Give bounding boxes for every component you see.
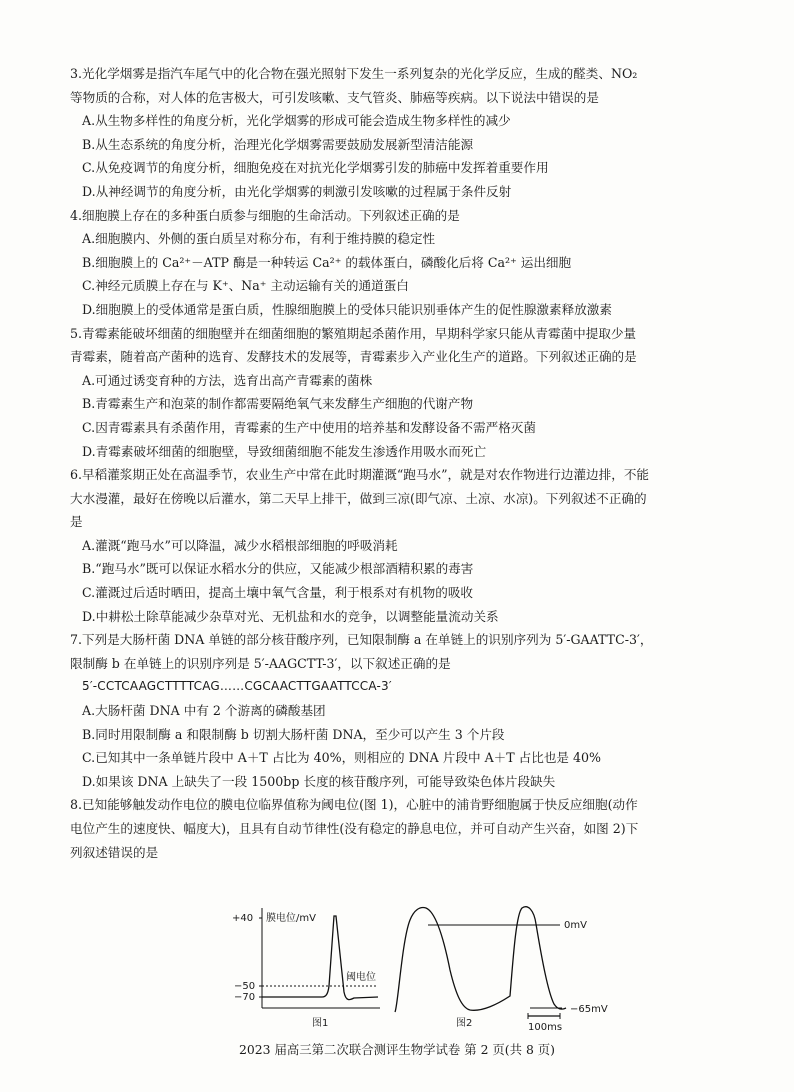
figure-2 bbox=[395, 907, 608, 1033]
question-stem-line: 等物质的合称，对人体的危害极大，可引发咳嗽、支气管炎、肺癌等疾病。以下说法中错误的是 bbox=[70, 89, 599, 105]
option-b: B.细胞膜上的 Ca²⁺－ATP 酶是一种转运 Ca²⁺ 的载体蛋白，磷酸化后将 Ca²⁺ 运出细胞 bbox=[82, 254, 572, 270]
figure-1 bbox=[232, 908, 380, 1029]
option-c: C.灌溉过后适时晒田，提高土壤中氧气含量，利于根系对有机物的吸收 bbox=[82, 585, 474, 601]
question-4 bbox=[70, 204, 735, 322]
question-stem-line: 3.光化学烟雾是指汽车尾气中的化合物在强光照射下发生一系列复杂的光化学反应，生成的醛类、NO₂ bbox=[70, 66, 638, 81]
question-stem-line: 8.已知能够触发动作电位的膜电位临界值称为阈电位(图 1)，心脏中的浦肯野细胞属于快反应细胞(动作 bbox=[70, 797, 638, 813]
question-list bbox=[70, 62, 735, 864]
question-3 bbox=[70, 62, 735, 204]
question-7 bbox=[70, 628, 735, 793]
option-d: D.如果该 DNA 上缺失了一段 1500bp 长度的核苷酸序列，可能导致染色体片段缺失 bbox=[82, 773, 556, 789]
figure-1-tick-label: −50 bbox=[234, 981, 256, 992]
question-8 bbox=[70, 793, 735, 864]
option-d: D.中耕松土除草能减少杂草对光、无机盐和水的竞争，以调整能量流动关系 bbox=[82, 608, 499, 624]
option-a: A.灌溉“跑马水”可以降温，减少水稻根部细胞的呼吸消耗 bbox=[82, 537, 398, 553]
action-potential-curve bbox=[262, 916, 378, 1000]
figure-1-y-label: 膜电位/mV bbox=[266, 913, 316, 924]
question-stem-line: 大水漫灌，最好在傍晚以后灌水，第二天早上排干，做到三凉(即气凉、土凉、水凉)。下列叙述不正确的 bbox=[70, 490, 647, 506]
option-a: A.从生物多样性的角度分析，光化学烟雾的形成可能会造成生物多样性的减少 bbox=[82, 113, 511, 129]
option-c: C.因青霉素具有杀菌作用，青霉素的生产中使用的培养基和发酵设备不需严格灭菌 bbox=[82, 419, 536, 435]
question-5 bbox=[70, 322, 735, 464]
purkinje-potential-curve bbox=[395, 907, 566, 1012]
option-a: A.可通过诱变育种的方法，选育出高产青霉素的菌株 bbox=[82, 372, 373, 388]
question-stem-line: 7.下列是大肠杆菌 DNA 单链的部分核苷酸序列，已知限制酶 a 在单链上的识别序列为 5′-GAATTC-3′， bbox=[70, 632, 653, 648]
option-a: A.大肠杆菌 DNA 中有 2 个游离的磷酸基团 bbox=[82, 703, 326, 719]
figure-1-tick-label: −70 bbox=[234, 992, 256, 1003]
question-stem-line: 6.早稻灌浆期正处在高温季节，农业生产中常在此时期灌溉“跑马水”，就是对农作物进行边灌边排，不能 bbox=[70, 467, 650, 483]
question-stem-line: 4.细胞膜上存在的多种蛋白质参与细胞的生命活动。下列叙述正确的是 bbox=[70, 207, 460, 223]
option-b: B.“跑马水”既可以保证水稻水分的供应，又能减少根部酒精积累的毒害 bbox=[82, 561, 474, 577]
zero-mv-label: 0mV bbox=[564, 920, 587, 931]
question-stem-line: 青霉素，随着高产菌种的选育、发酵技术的发展等，青霉素步入产业化生产的道路。下列叙述正确的是 bbox=[70, 349, 637, 365]
figure-1-caption: 图1 bbox=[312, 1018, 329, 1029]
option-d: D.青霉素破坏细菌的细胞壁，导致细菌细胞不能发生渗透作用吸水而死亡 bbox=[82, 443, 487, 459]
scale-bar-label: 100ms bbox=[528, 1022, 563, 1033]
question-stem-line: 是 bbox=[70, 514, 83, 530]
option-b: B.同时用限制酶 a 和限制酶 b 切割大肠杆菌 DNA，至少可以产生 3 个片段 bbox=[82, 726, 505, 742]
figure-2-caption: 图2 bbox=[456, 1018, 473, 1029]
dna-sequence: 5′-CCTCAAGCTTTTCAG……CGCAACTTGAATTCCA-3′ bbox=[82, 679, 392, 694]
threshold-label: 阈电位 bbox=[346, 972, 376, 983]
question-stem-line: 5.青霉素能破坏细菌的细胞壁并在细菌细胞的繁殖期起杀菌作用，早期科学家只能从青霉菌中提取少量 bbox=[70, 325, 637, 341]
question-stem-line: 限制酶 b 在单链上的识别序列是 5′-AAGCTT-3′，以下叙述正确的是 bbox=[70, 655, 451, 671]
option-a: A.细胞膜内、外侧的蛋白质呈对称分布，有利于维持膜的稳定性 bbox=[82, 231, 436, 247]
option-b: B.青霉素生产和泡菜的制作都需要隔绝氧气来发酵生产细胞的代谢产物 bbox=[82, 396, 474, 412]
option-c: C.神经元质膜上存在与 K⁺、Na⁺ 主动运输有关的通道蛋白 bbox=[82, 278, 409, 294]
option-b: B.从生态系统的角度分析，治理光化学烟雾需要鼓励发展新型清洁能源 bbox=[82, 136, 474, 152]
min-mv-label: −65mV bbox=[570, 1004, 608, 1015]
question-6 bbox=[70, 463, 735, 628]
option-c: C.已知其中一条单链片段中 A＋T 占比为 40%，则相应的 DNA 片段中 A＋T 占比也是 40% bbox=[82, 750, 602, 766]
option-d: D.从神经调节的角度分析，由光化学烟雾的刺激引发咳嗽的过程属于条件反射 bbox=[82, 183, 512, 199]
figure-1-tick-label: +40 bbox=[232, 913, 254, 924]
page-footer: 2023 届高三第二次联合测评生物学试卷 第 2 页(共 8 页) bbox=[238, 1042, 556, 1057]
option-d: D.细胞膜上的受体通常是蛋白质，性腺细胞膜上的受体只能识别垂体产生的促性腺激素释放激素 bbox=[82, 301, 612, 317]
figures bbox=[230, 900, 640, 1035]
question-stem-line: 电位产生的速度快、幅度大)，且具有自动节律性(没有稳定的静息电位，并可自动产生兴奋，如图 2)下 bbox=[70, 821, 639, 836]
option-c: C.从免疫调节的角度分析，细胞免疫在对抗光化学烟雾引发的肺癌中发挥着重要作用 bbox=[82, 160, 549, 176]
question-stem-line: 列叙述错误的是 bbox=[70, 844, 159, 860]
